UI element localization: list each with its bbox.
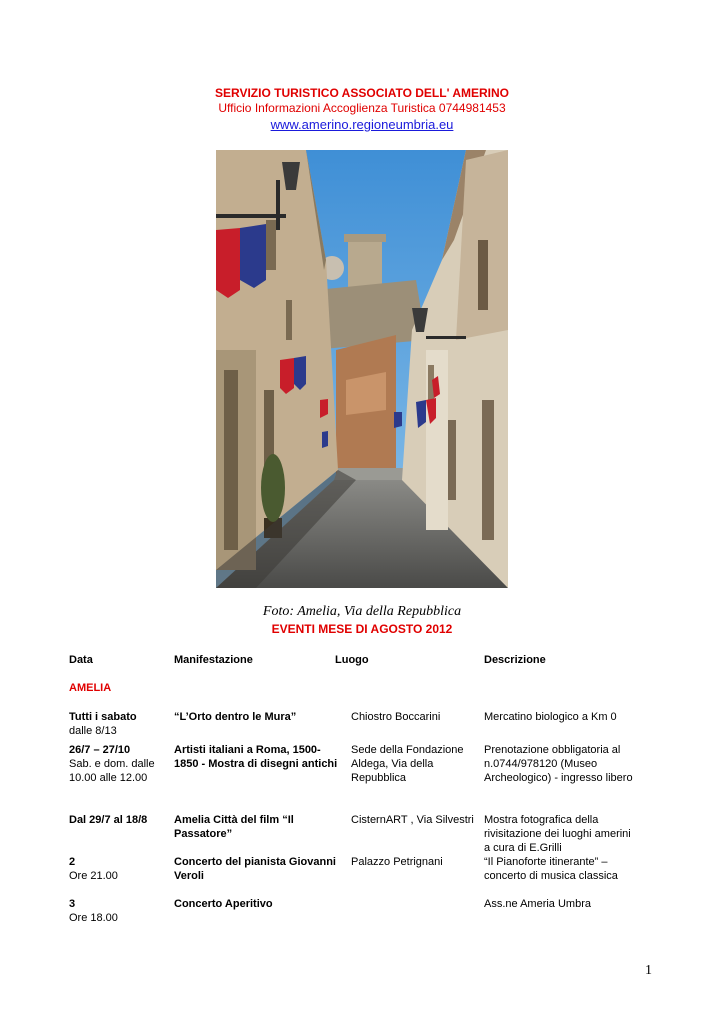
column-header-data: Data [69,654,93,666]
table-row-date [69,855,164,883]
date-main: Tutti i sabato [69,711,137,723]
event-name: Artisti italiani a Roma, 1500-1850 - Mostra di disegni antichi [174,744,338,770]
event-name [174,710,342,724]
event-place: CisternART , Via Silvestri [351,814,474,826]
street-photo [216,150,508,588]
event-name: Concerto Aperitivo [174,898,273,910]
date-main: 3 [69,898,76,910]
table-row-date [69,710,164,738]
date-main: 26/7 – 27/10 [69,744,131,756]
date-detail: Sab. e dom. dalle 10.00 alle 12.00 [69,758,155,784]
event-description: Mostra fotografica della rivisitazione dei luoghi amerini a cura di E.Grilli [484,814,631,854]
event-place: Sede della Fondazione Aldega, Via della Repubblica [351,744,464,784]
event-description: Mercatino biologico a Km 0 [484,711,617,723]
event-description: “Il Pianoforte itinerante” – concerto di musica classica [484,856,618,882]
date-detail: Ore 18.00 [69,912,118,924]
date-main: 2 [69,856,76,868]
table-row-date [69,743,164,785]
event-name: Amelia Città del film “Il Passatore” [174,814,294,840]
page-number: 1 [645,963,652,978]
org-title: SERVIZIO TURISTICO ASSOCIATO DELL' AMERINO [215,86,509,100]
date-main: Dal 29/7 al 18/8 [69,814,148,826]
section-amelia: AMELIA [69,682,112,694]
photo-caption: Foto: Amelia, Via della Repubblica [262,604,462,619]
column-header-descrizione: Descrizione [484,654,546,666]
event-name: Concerto del pianista Giovanni Veroli [174,856,336,882]
office-contact: Ufficio Informazioni Accoglienza Turistica 0744981453 [218,101,506,115]
column-header-manifestazione: Manifestazione [174,654,253,666]
date-detail: dalle 8/13 [69,725,117,737]
table-row-date [69,813,164,827]
event-place: Chiostro Boccarini [351,711,441,723]
event-description: Prenotazione obbligatoria al n.0744/978120 (Museo Archeologico) - ingresso libero [484,744,633,784]
date-detail: Ore 21.00 [69,870,118,882]
table-row-date [69,897,164,925]
event-description: Ass.ne Ameria Umbra [484,898,591,910]
event-name-text: “L’Orto dentro le Mura” [174,711,297,723]
column-header-luogo: Luogo [335,654,369,666]
event-place: Palazzo Petrignani [351,856,443,868]
events-title: EVENTI MESE DI AGOSTO 2012 [271,622,453,636]
website-link[interactable]: www.amerino.regioneumbria.eu [270,117,454,132]
